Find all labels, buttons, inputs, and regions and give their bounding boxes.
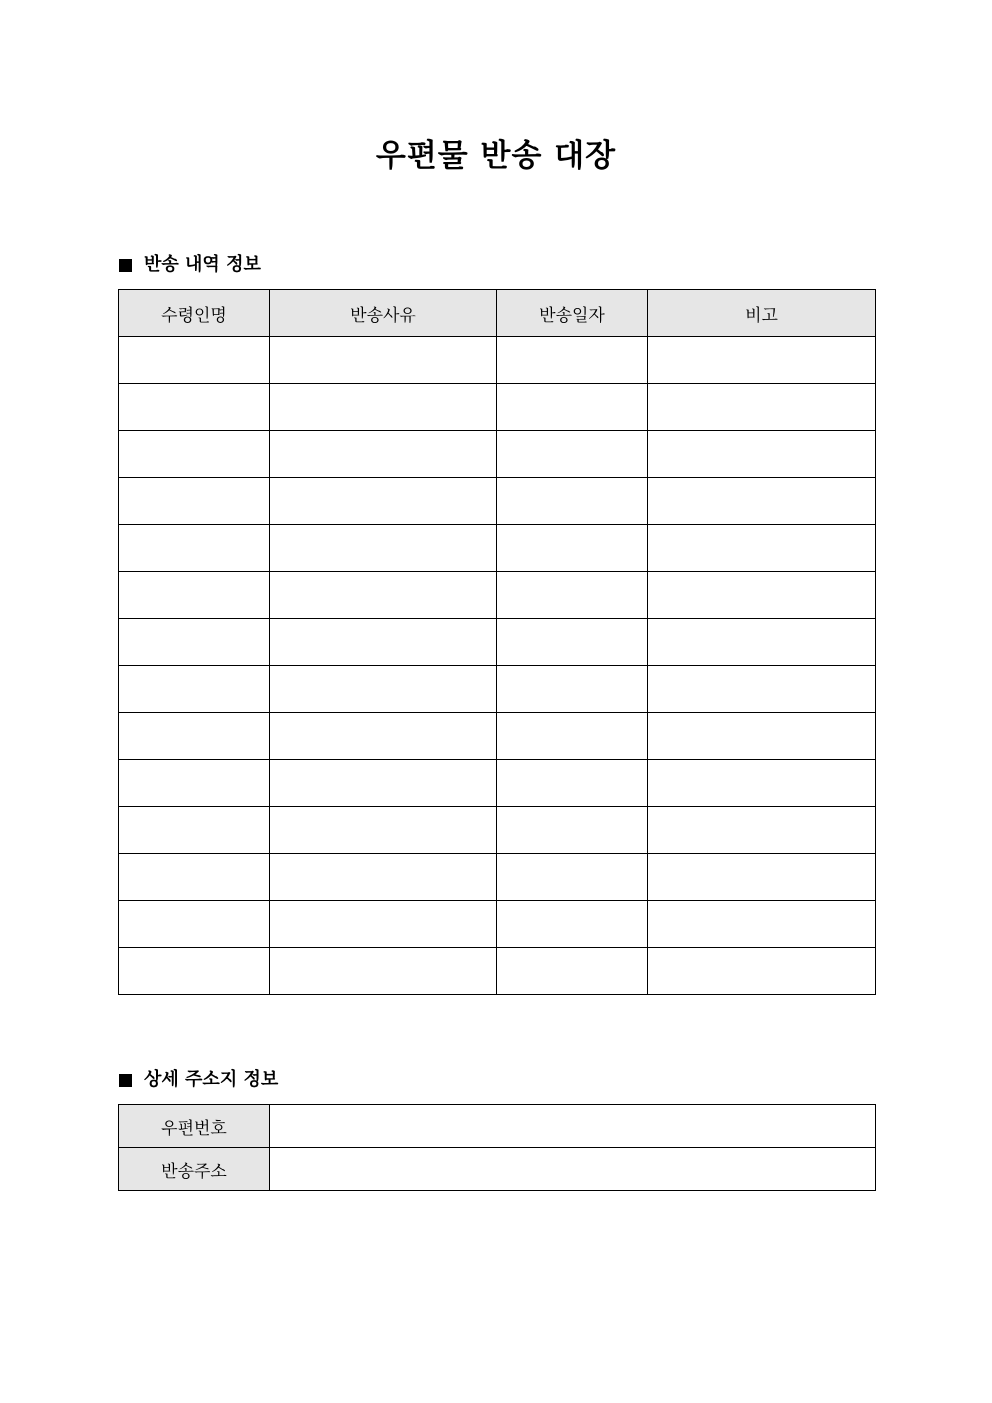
table-row — [119, 478, 876, 525]
table-row-return-address — [119, 1148, 876, 1191]
date-cell[interactable] — [497, 948, 648, 995]
reason-cell[interactable] — [270, 384, 497, 431]
table-row — [119, 572, 876, 619]
date-cell[interactable] — [497, 384, 648, 431]
note-cell[interactable] — [648, 337, 876, 384]
table-row — [119, 713, 876, 760]
date-cell[interactable] — [497, 901, 648, 948]
recipient-cell[interactable] — [119, 525, 270, 572]
table-row — [119, 666, 876, 713]
table-row — [119, 854, 876, 901]
note-cell[interactable] — [648, 431, 876, 478]
date-cell[interactable] — [497, 478, 648, 525]
return-address-field[interactable] — [270, 1148, 876, 1191]
square-bullet-icon — [119, 259, 132, 272]
table-row — [119, 384, 876, 431]
table-row — [119, 431, 876, 478]
note-cell[interactable] — [648, 948, 876, 995]
note-cell[interactable] — [648, 525, 876, 572]
reason-cell[interactable] — [270, 572, 497, 619]
table-header-row — [119, 290, 876, 337]
reason-cell[interactable] — [270, 619, 497, 666]
date-cell[interactable] — [497, 854, 648, 901]
date-cell[interactable] — [497, 619, 648, 666]
table-row — [119, 948, 876, 995]
recipient-cell[interactable] — [119, 854, 270, 901]
note-cell[interactable] — [648, 384, 876, 431]
note-cell[interactable] — [648, 666, 876, 713]
date-cell[interactable] — [497, 666, 648, 713]
reason-cell[interactable] — [270, 525, 497, 572]
column-header-date: 반송일자 — [497, 290, 648, 337]
table-row — [119, 807, 876, 854]
recipient-cell[interactable] — [119, 901, 270, 948]
reason-cell[interactable] — [270, 666, 497, 713]
table-row — [119, 525, 876, 572]
postal-code-label: 우편번호 — [119, 1105, 270, 1148]
return-address-label: 반송주소 — [119, 1148, 270, 1191]
reason-cell[interactable] — [270, 948, 497, 995]
note-cell[interactable] — [648, 760, 876, 807]
date-cell[interactable] — [497, 572, 648, 619]
reason-cell[interactable] — [270, 807, 497, 854]
recipient-cell[interactable] — [119, 948, 270, 995]
recipient-cell[interactable] — [119, 619, 270, 666]
reason-cell[interactable] — [270, 901, 497, 948]
reason-cell[interactable] — [270, 854, 497, 901]
square-bullet-icon — [119, 1074, 132, 1087]
note-cell[interactable] — [648, 619, 876, 666]
note-cell[interactable] — [648, 713, 876, 760]
address-details-table — [118, 1104, 876, 1191]
note-cell[interactable] — [648, 854, 876, 901]
reason-cell[interactable] — [270, 337, 497, 384]
date-cell[interactable] — [497, 807, 648, 854]
date-cell[interactable] — [497, 713, 648, 760]
reason-cell[interactable] — [270, 713, 497, 760]
recipient-cell[interactable] — [119, 807, 270, 854]
date-cell[interactable] — [497, 337, 648, 384]
table-row-postal-code — [119, 1105, 876, 1148]
reason-cell[interactable] — [270, 478, 497, 525]
recipient-cell[interactable] — [119, 713, 270, 760]
note-cell[interactable] — [648, 807, 876, 854]
recipient-cell[interactable] — [119, 760, 270, 807]
note-cell[interactable] — [648, 478, 876, 525]
table-row — [119, 619, 876, 666]
table-row — [119, 901, 876, 948]
section-heading-label: 반송 내역 정보 — [144, 254, 261, 275]
recipient-cell[interactable] — [119, 478, 270, 525]
recipient-cell[interactable] — [119, 337, 270, 384]
recipient-cell[interactable] — [119, 572, 270, 619]
section-heading-return-history — [119, 253, 261, 277]
note-cell[interactable] — [648, 572, 876, 619]
table-row — [119, 760, 876, 807]
date-cell[interactable] — [497, 431, 648, 478]
recipient-cell[interactable] — [119, 666, 270, 713]
section-heading-address-details — [119, 1068, 278, 1092]
column-header-reason: 반송사유 — [270, 290, 497, 337]
date-cell[interactable] — [497, 525, 648, 572]
recipient-cell[interactable] — [119, 384, 270, 431]
table-body — [119, 337, 876, 995]
return-history-table — [118, 289, 876, 995]
column-header-recipient: 수령인명 — [119, 290, 270, 337]
page-title: 우편물 반송 대장 — [375, 138, 617, 174]
table-row — [119, 337, 876, 384]
reason-cell[interactable] — [270, 431, 497, 478]
date-cell[interactable] — [497, 760, 648, 807]
reason-cell[interactable] — [270, 760, 497, 807]
column-header-note: 비고 — [648, 290, 876, 337]
section-heading-label: 상세 주소지 정보 — [144, 1069, 279, 1090]
postal-code-field[interactable] — [270, 1105, 876, 1148]
recipient-cell[interactable] — [119, 431, 270, 478]
note-cell[interactable] — [648, 901, 876, 948]
